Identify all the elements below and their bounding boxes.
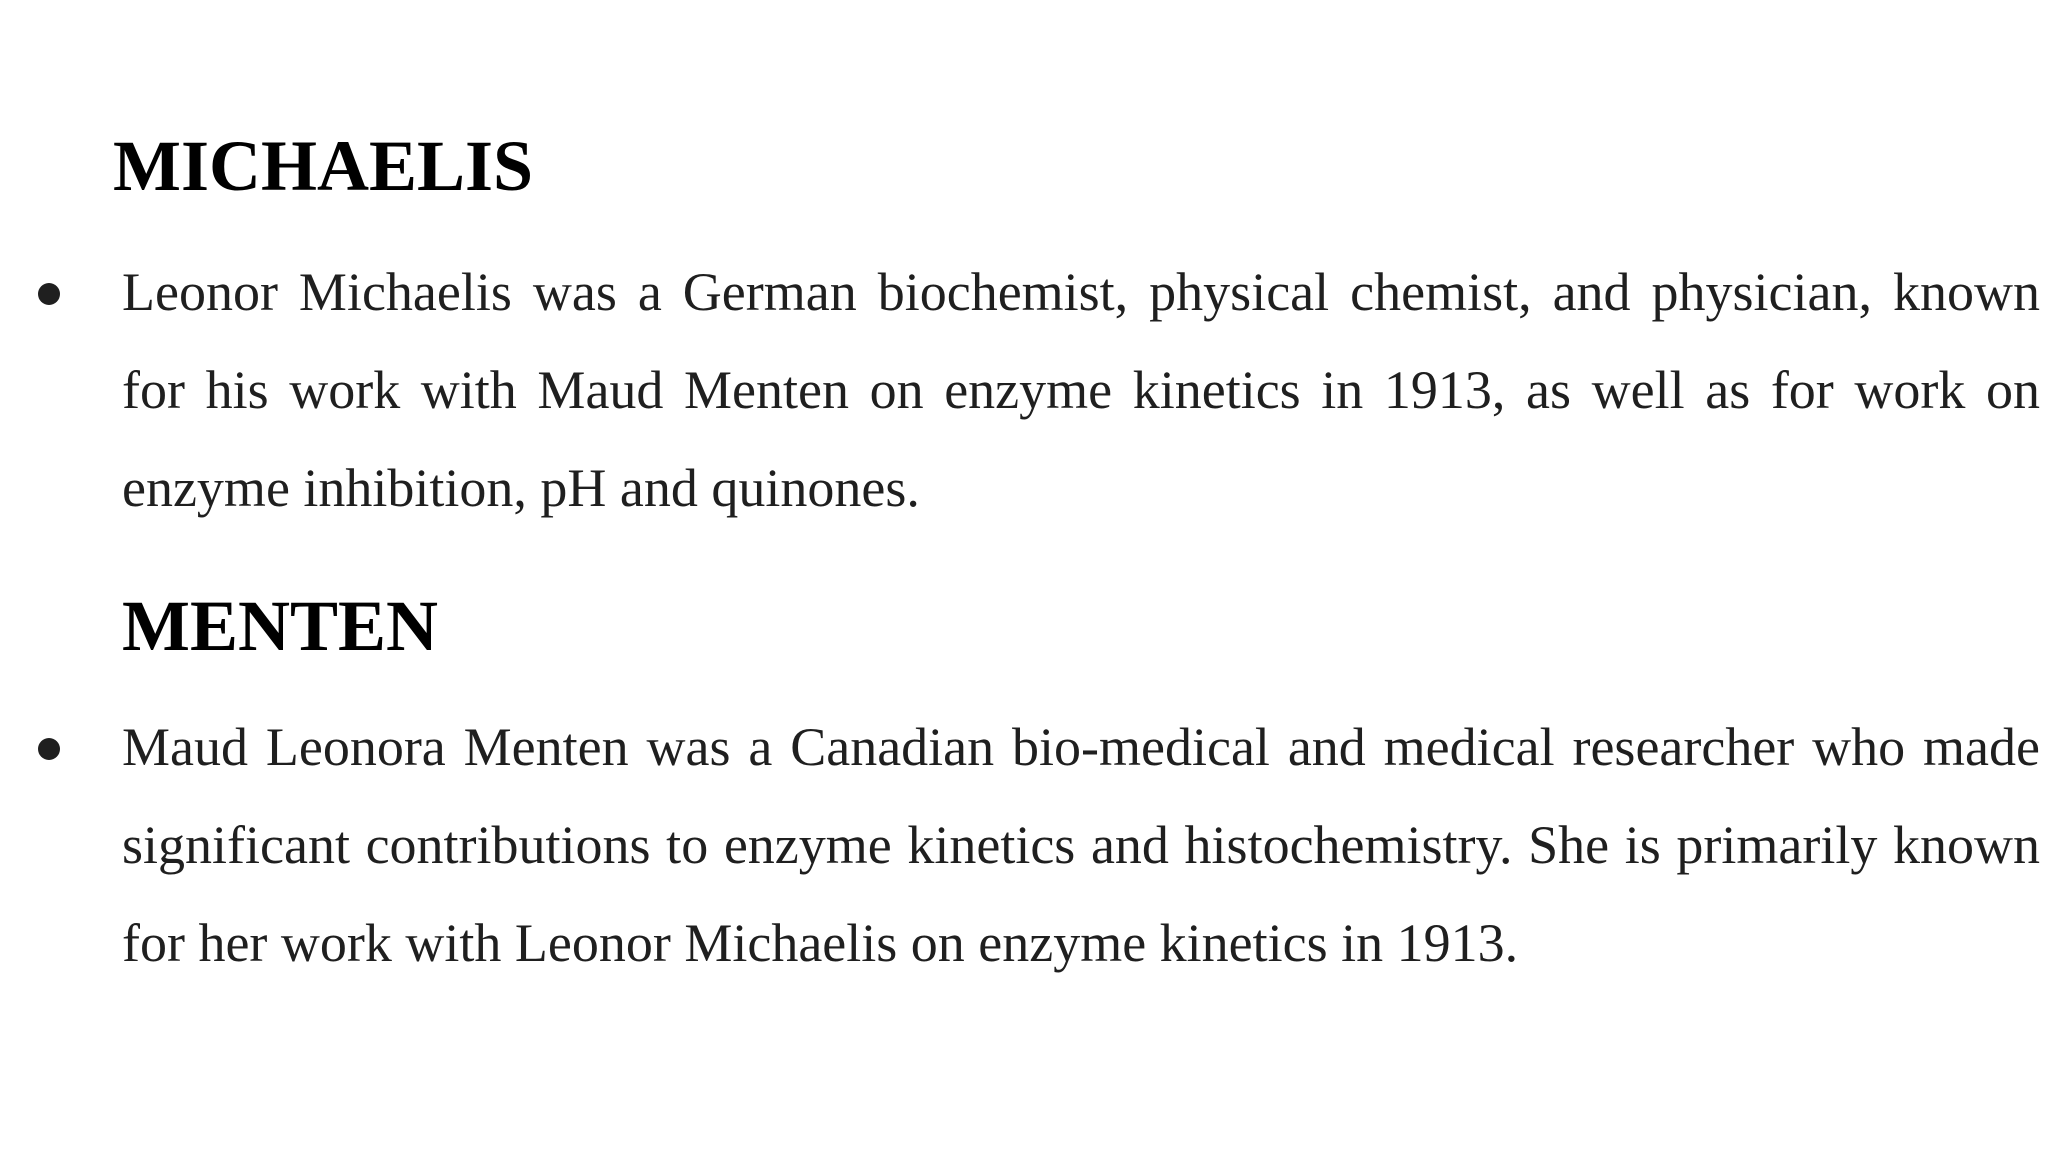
section-heading-michaelis: MICHAELIS [113, 126, 534, 206]
bullet-icon [38, 738, 60, 760]
bullet-icon [38, 283, 60, 305]
section-heading-menten: MENTEN [122, 586, 439, 666]
paragraph-menten: Maud Leonora Menten was a Canadian bio-medical and medical researcher who made significant contributions to enzyme kinetics and histochemistry. She is primarily known for her work with Leonor Michaelis on enzyme kinetics in 1913. [122, 717, 2040, 973]
paragraph-michaelis: Leonor Michaelis was a German biochemist, physical chemist, and physician, known for his work with Maud Menten on enzyme kinetics in 1913, as well as for work on enzyme inhibition, pH and quinones. [122, 262, 2040, 518]
